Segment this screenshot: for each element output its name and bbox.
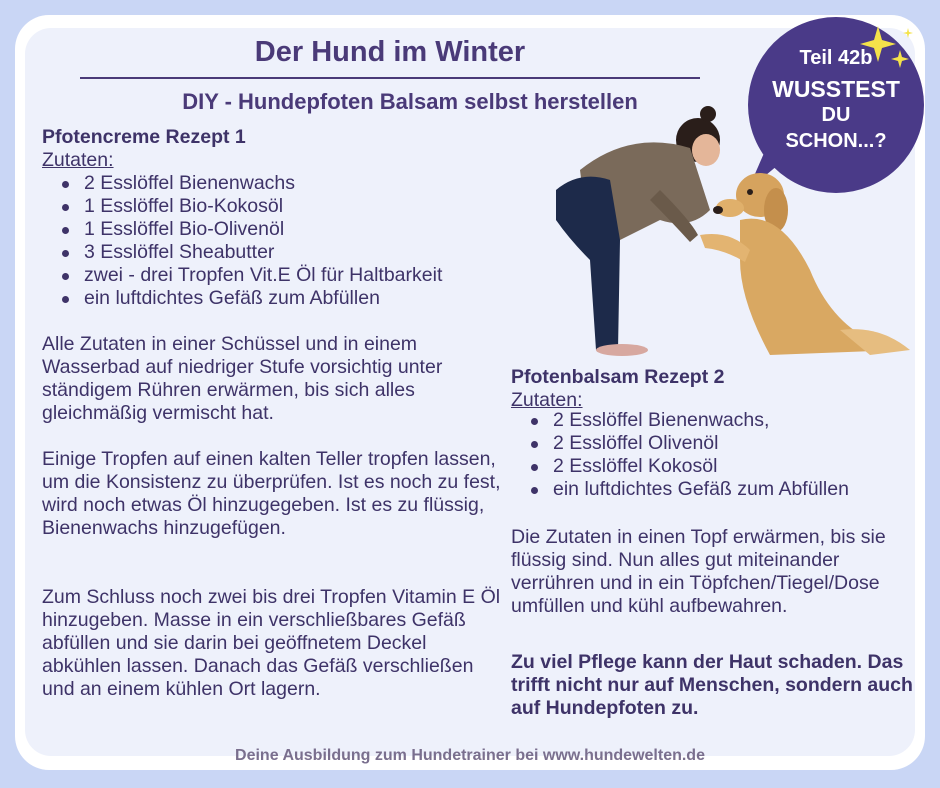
list-item: 1 Esslöffel Bio-Kokosöl bbox=[84, 195, 442, 218]
page-title: Der Hund im Winter bbox=[254, 36, 526, 68]
title-divider bbox=[80, 77, 700, 79]
recipe2-heading: Pfotenbalsam Rezept 2 bbox=[511, 366, 725, 388]
list-item: 1 Esslöffel Bio-Olivenöl bbox=[84, 218, 442, 241]
recipe1-ingredients-list bbox=[42, 172, 442, 310]
recipe1-heading: Pfotencreme Rezept 1 bbox=[42, 126, 246, 148]
list-item: 3 Esslöffel Sheabutter bbox=[84, 241, 442, 264]
recipe2-ingredients-label: Zutaten: bbox=[511, 389, 583, 411]
list-item: 2 Esslöffel Bienenwachs, bbox=[553, 409, 849, 432]
did-you-know-line-1: WUSSTEST bbox=[772, 76, 900, 102]
list-item: 2 Esslöffel Olivenöl bbox=[553, 432, 849, 455]
list-item: 2 Esslöffel Kokosöl bbox=[553, 455, 849, 478]
did-you-know-line-2: DU bbox=[821, 104, 851, 126]
sparkle-icon bbox=[858, 24, 920, 74]
list-item: 2 Esslöffel Bienenwachs bbox=[84, 172, 442, 195]
footer-credit: Deine Ausbildung zum Hundetrainer bei www.hundewelten.de bbox=[235, 747, 705, 764]
list-item: ein luftdichtes Gefäß zum Abfüllen bbox=[553, 478, 849, 500]
recipe1-instructions-1: Alle Zutaten in einer Schüssel und in einem Wasserbad auf niedriger Stufe vorsichtig unter ständigem Rühren erwärmen, bis sich alles gleichmäßig vermischt hat. bbox=[42, 333, 443, 424]
recipe1-instructions-3: Zum Schluss noch zwei bis drei Tropfen Vitamin E Öl hinzugeben. Masse in ein verschließbares Gefäß abfüllen und sie darin bei geöffnetem Deckel abkühlen lassen. Danach das Gefäß verschließen und an einem kühlen Ort lagern. bbox=[42, 586, 501, 700]
care-warning: Zu viel Pflege kann der Haut schaden. Das trifft nicht nur auf Menschen, sondern auch auf Hundepfoten zu. bbox=[511, 651, 913, 719]
list-item: ein luftdichtes Gefäß zum Abfüllen bbox=[84, 287, 442, 310]
recipe1-ingredients-label: Zutaten: bbox=[42, 149, 114, 171]
recipe2-ingredients-list bbox=[511, 409, 849, 501]
series-part-label: Teil 42b bbox=[799, 47, 873, 69]
recipe1-instructions-2: Einige Tropfen auf einen kalten Teller tropfen lassen, um die Konsistenz zu überprüfen. Ist es noch zu fest, wird noch etwas Öl hinzugegeben. Ist es zu flüssig, Bienenwachs hinzugefügen. bbox=[42, 448, 501, 539]
recipe2-instructions: Die Zutaten in einen Topf erwärmen, bis sie flüssig sind. Nun alles gut miteinander verrühren und in ein Töpfchen/Tiegel/Dose umfüllen und kühl aufbewahren. bbox=[511, 526, 886, 617]
page-subtitle: DIY - Hundepfoten Balsam selbst herstellen bbox=[182, 89, 638, 114]
list-item: zwei - drei Tropfen Vit.E Öl für Haltbarkeit bbox=[84, 264, 443, 286]
did-you-know-line-3: SCHON...? bbox=[785, 130, 887, 152]
woman-and-dog-photo bbox=[540, 100, 920, 362]
